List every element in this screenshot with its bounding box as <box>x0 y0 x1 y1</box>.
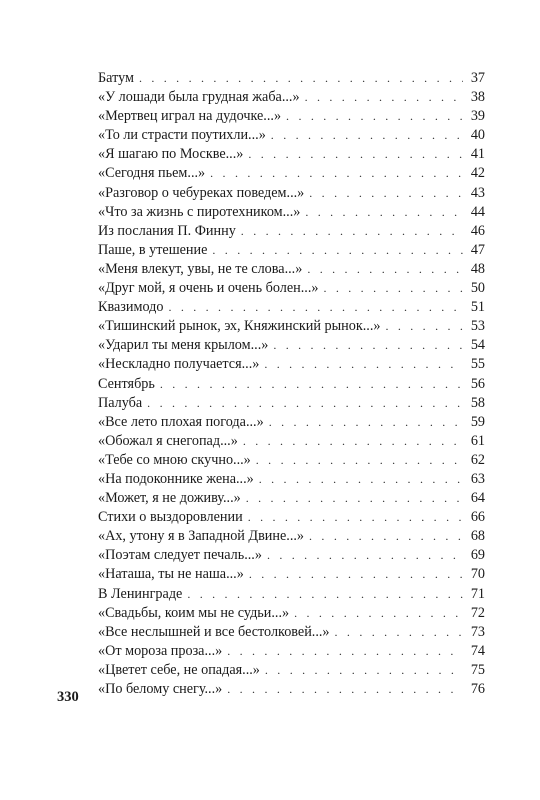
toc-entry-title: Из послания П. Финну <box>98 222 236 239</box>
toc-entry <box>98 527 485 546</box>
toc-entry-page: 70 <box>470 566 485 583</box>
dot-leader <box>246 489 463 508</box>
dot-leader <box>227 642 463 661</box>
toc-entry <box>98 623 485 642</box>
toc-entry-page: 40 <box>470 127 485 144</box>
toc-entry-title: Палуба <box>98 394 143 411</box>
dot-leader <box>335 623 463 642</box>
toc-entry-title: «Тишинский рынок, эх, Княжинский рынок...» <box>98 318 381 335</box>
dot-leader <box>168 298 463 317</box>
toc-entry-page: 75 <box>470 661 485 678</box>
toc-entry-title: «Может, я не доживу...» <box>98 490 241 507</box>
toc-entry-page: 38 <box>470 89 485 106</box>
toc-entry <box>98 642 485 661</box>
toc-entry-page: 74 <box>470 642 485 659</box>
dot-leader <box>210 164 463 183</box>
toc-entry <box>98 241 485 260</box>
toc-entry-title: «Наташа, ты не наша...» <box>98 566 244 583</box>
toc-entry <box>98 69 485 88</box>
toc-entry-title: «На подоконнике жена...» <box>98 470 254 487</box>
toc-entry <box>98 565 485 584</box>
page-number: 330 <box>57 689 79 705</box>
toc-entry <box>98 470 485 489</box>
toc-entry-page: 50 <box>470 280 485 297</box>
toc-entry <box>98 375 485 394</box>
toc-entry <box>98 451 485 470</box>
dot-leader <box>309 527 463 546</box>
toc-entry <box>98 298 485 317</box>
toc-entry-page: 69 <box>470 547 485 564</box>
toc-entry <box>98 88 485 107</box>
dot-leader <box>273 336 463 355</box>
dot-leader <box>309 184 463 203</box>
toc-entry-page: 66 <box>470 509 485 526</box>
toc-entry-page: 39 <box>470 108 485 125</box>
toc-entry-page: 37 <box>470 70 485 86</box>
toc-entry <box>98 184 485 203</box>
dot-leader <box>256 451 463 470</box>
toc-entry-title: «Мертвец играл на дудочке...» <box>98 108 282 125</box>
dot-leader <box>243 432 463 451</box>
toc-entry <box>98 585 485 604</box>
dot-leader <box>323 279 463 298</box>
toc-entry-title: Квазимодо <box>98 299 164 316</box>
toc-entry-title: Батум <box>98 70 134 86</box>
toc-entry-title: «Меня влекут, увы, не те слова...» <box>98 260 303 277</box>
dot-leader <box>385 317 463 336</box>
toc-entry <box>98 336 485 355</box>
toc-entry-page: 54 <box>470 337 485 354</box>
toc-entry-page: 58 <box>470 394 485 411</box>
dot-leader <box>267 546 463 565</box>
toc-entry-title: «Что за жизнь с пиротехником...» <box>98 203 301 220</box>
toc-entry <box>98 126 485 145</box>
toc-entry-page: 41 <box>470 146 485 163</box>
toc-entry <box>98 413 485 432</box>
toc-entry-page: 55 <box>470 356 485 373</box>
dot-leader <box>307 260 463 279</box>
toc-entry-page: 53 <box>470 318 485 335</box>
dot-leader <box>160 375 463 394</box>
toc-entry <box>98 489 485 508</box>
toc-entry <box>98 546 485 565</box>
toc-entry-page: 43 <box>470 184 485 201</box>
toc-entry-page: 56 <box>470 375 485 392</box>
dot-leader <box>249 565 463 584</box>
toc-entry-title: «Ударил ты меня крылом...» <box>98 337 269 354</box>
toc-entry-title: «Я шагаю по Москве...» <box>98 146 244 163</box>
toc-entry <box>98 355 485 374</box>
toc-entry-title: «Все неслышней и все бестолковей...» <box>98 623 330 640</box>
toc-entry-title: «По белому снегу...» <box>98 681 223 697</box>
toc-entry <box>98 604 485 623</box>
toc-entry-page: 42 <box>470 165 485 182</box>
dot-leader <box>305 88 463 107</box>
toc-entry-page: 48 <box>470 260 485 277</box>
toc-entry-title: «Друг мой, я очень и очень болен...» <box>98 280 319 297</box>
toc-entry-title: Паше, в утешение <box>98 241 208 258</box>
dot-leader <box>187 585 463 604</box>
toc-entry <box>98 260 485 279</box>
toc-entry-title: В Ленинграде <box>98 585 183 602</box>
toc-entry-title: «Цветет себе, не опадая...» <box>98 661 260 678</box>
table-of-contents <box>98 69 485 699</box>
dot-leader <box>227 680 463 699</box>
toc-entry-title: «У лошади была грудная жаба...» <box>98 89 300 106</box>
toc-entry-title: «Ах, утону я в Западной Двине...» <box>98 528 305 545</box>
toc-entry-title: «Все лето плохая погода...» <box>98 413 264 430</box>
toc-entry-title: Сентябрь <box>98 375 155 392</box>
toc-entry-page: 73 <box>470 623 485 640</box>
toc-entry-title: Стихи о выздоровлении <box>98 509 243 526</box>
dot-leader <box>147 394 463 413</box>
toc-entry <box>98 222 485 241</box>
toc-entry-page: 47 <box>470 241 485 258</box>
toc-entry <box>98 164 485 183</box>
toc-entry <box>98 432 485 451</box>
toc-entry-title: «Сегодня пьем...» <box>98 165 206 182</box>
toc-entry-page: 71 <box>470 585 485 602</box>
toc-entry-title: «Обожал я снегопад...» <box>98 432 238 449</box>
dot-leader <box>212 241 463 260</box>
dot-leader <box>305 203 463 222</box>
toc-entry-page: 68 <box>470 528 485 545</box>
toc-entry <box>98 145 485 164</box>
dot-leader <box>269 413 463 432</box>
toc-entry-title: «Нескладно получается...» <box>98 356 260 373</box>
toc-entry <box>98 680 485 699</box>
toc-entry-page: 76 <box>470 681 485 697</box>
toc-entry-title: «Разговор о чебуреках поведем...» <box>98 184 305 201</box>
toc-entry-page: 44 <box>470 203 485 220</box>
dot-leader <box>139 69 463 88</box>
dot-leader <box>271 126 463 145</box>
toc-entry <box>98 508 485 527</box>
dot-leader <box>286 107 463 126</box>
toc-entry-page: 62 <box>470 451 485 468</box>
toc-entry-page: 46 <box>470 222 485 239</box>
toc-entry-page: 59 <box>470 413 485 430</box>
dot-leader <box>248 145 463 164</box>
dot-leader <box>259 470 463 489</box>
toc-entry <box>98 279 485 298</box>
dot-leader <box>264 355 463 374</box>
toc-entry <box>98 661 485 680</box>
toc-entry <box>98 394 485 413</box>
toc-entry <box>98 107 485 126</box>
dot-leader <box>241 222 463 241</box>
toc-entry-title: «Свадьбы, коим мы не судьи...» <box>98 604 290 621</box>
dot-leader <box>294 604 463 623</box>
dot-leader <box>248 508 463 527</box>
toc-entry <box>98 317 485 336</box>
toc-entry-page: 51 <box>470 299 485 316</box>
dot-leader <box>265 661 463 680</box>
toc-entry-title: «От мороза проза...» <box>98 642 223 659</box>
toc-entry-title: «То ли страсти поутихли...» <box>98 127 266 144</box>
toc-entry-page: 61 <box>470 432 485 449</box>
toc-entry-page: 72 <box>470 604 485 621</box>
toc-entry <box>98 203 485 222</box>
toc-entry-title: «Поэтам следует печаль...» <box>98 547 262 564</box>
toc-entry-page: 64 <box>470 490 485 507</box>
toc-entry-title: «Тебе со мною скучно...» <box>98 451 251 468</box>
toc-entry-page: 63 <box>470 470 485 487</box>
